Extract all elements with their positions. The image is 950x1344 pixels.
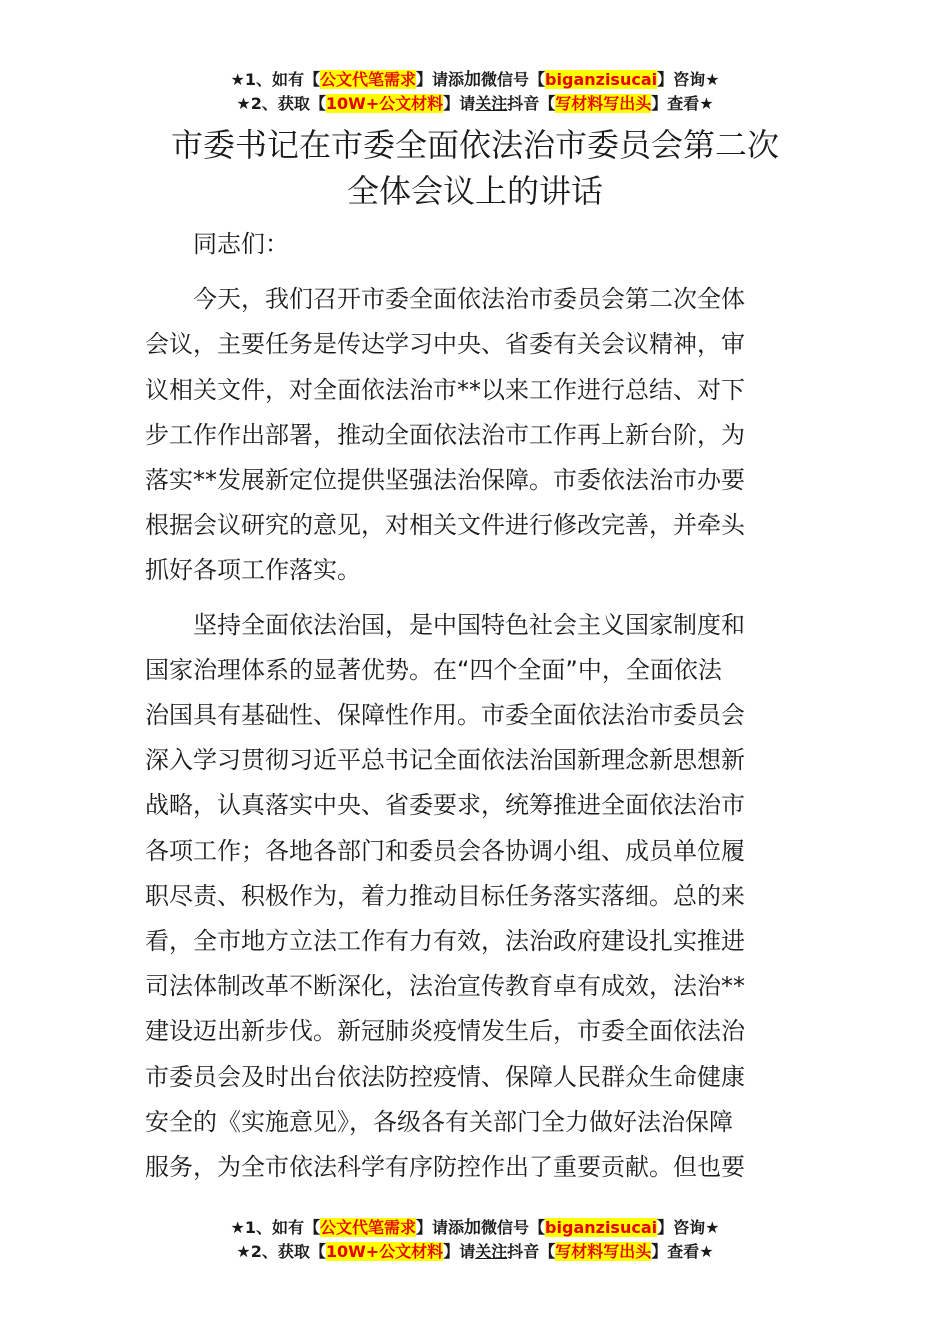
promo-text: 】查看★ [651,94,714,113]
document-title [0,122,950,214]
promo-text: ★1、如有【 [230,70,320,89]
text-line: 步工作作出部署，推动全面依法治市工作再上新台阶，为 [145,420,745,449]
promo-highlight: 公文代笔需求 [320,70,417,89]
promo-text: ★1、如有【 [230,1218,320,1237]
text-line: 深入学习贯彻习近平总书记全面依法治国新理念新思想新 [145,746,745,775]
promo-text: 微信号【 [481,1218,546,1237]
text-line: 各项工作；各地各部门和委员会各协调小组、成员单位履 [145,836,745,865]
promo-text: 】请添 [416,1218,465,1237]
text-line: 建设迈出新步伐。新冠肺炎疫情发生后，市委全面依法治 [145,1017,745,1046]
promo-highlight: 10W+公文材料 [325,1242,444,1261]
text-line: 今天，我们召开市委全面依法治市委员会第二次全体 [193,285,745,314]
promo-banner-top [0,68,950,116]
promo-text: ★2、获取【 [236,1242,326,1261]
promo-text: ★2、获取【 [236,94,326,113]
text-line: 根据会议研究的意见，对相关文件进行修改完善，并牵头 [145,511,745,540]
promo-text: 】请 [443,94,476,113]
text-line: 治国具有基础性、保障性作用。市委全面依法治市委员会 [145,701,745,730]
promo-text: 】咨询★ [657,1218,720,1237]
promo-text: 加 [464,70,482,90]
text-line: 坚持全面依法治国，是中国特色社会主义国家制度和 [193,610,745,639]
promo-text: 】请 [443,1242,476,1261]
promo-text: 抖音【 [507,1242,556,1261]
paragraph-2 [145,603,809,1191]
text-line: 安全的《实施意见》，各级各有关部门全力做好法治保障 [145,1107,733,1136]
text-line: 看，全市地方立法工作有力有效，法治政府建设扎实推进 [145,927,745,956]
promo-highlight: 公文代笔需求 [320,1218,417,1237]
promo-text: 】请添 [416,70,465,89]
promo-line-2 [0,92,950,116]
greeting: 同志们： [193,230,289,258]
douyin-highlight: 写材料写出头 [555,1242,652,1261]
promo-text: 加 [464,1218,482,1238]
text-line: 落实**发展新定位提供坚强法治保障。市委依法治市办要 [145,466,745,495]
promo-text: 关注 [475,1242,508,1261]
promo-line-1 [0,68,950,92]
promo-highlight: 10W+公文材料 [325,94,444,113]
text-line: 服务，为全市依法科学有序防控作出了重要贡献。但也要 [145,1153,745,1182]
text-line: 抓好各项工作落实。 [145,556,361,585]
document-body [145,222,809,1190]
promo-line-2 [0,1240,950,1264]
promo-text: 】咨询★ [657,70,720,89]
wechat-id-highlight: biganzisucai [545,1218,658,1237]
text-line: 议相关文件，对全面依法治市**以来工作进行总结、对下 [145,375,745,404]
title-line-2: 全体会议上的讲话 [346,172,603,210]
douyin-highlight: 写材料写出头 [555,94,652,113]
promo-text: 微信号【 [481,70,546,89]
text-line: 战略，认真落实中央、省委要求，统筹推进全面依法治市 [145,791,745,820]
promo-line-1 [0,1216,950,1240]
paragraph-1 [145,277,809,593]
text-line: 国家治理体系的显著优势。在“四个全面”中，全面依法 [145,655,722,684]
text-line: 会议，主要任务是传达学习中央、省委有关会议精神，审 [145,330,745,359]
promo-banner-bottom [0,1216,950,1264]
wechat-id-highlight: biganzisucai [545,70,658,89]
promo-text: 】查看★ [651,1242,714,1261]
text-line: 市委员会及时出台依法防控疫情、保障人民群众生命健康 [145,1062,745,1091]
text-line: 职尽责、积极作为，着力推动目标任务落实落细。总的来 [145,881,745,910]
text-line: 司法体制改革不断深化，法治宣传教育卓有成效，法治** [145,972,745,1001]
promo-text: 关注 [475,94,508,113]
promo-text: 抖音【 [507,94,556,113]
title-line-1: 市委书记在市委全面依法治市委员会第二次 [170,126,779,164]
